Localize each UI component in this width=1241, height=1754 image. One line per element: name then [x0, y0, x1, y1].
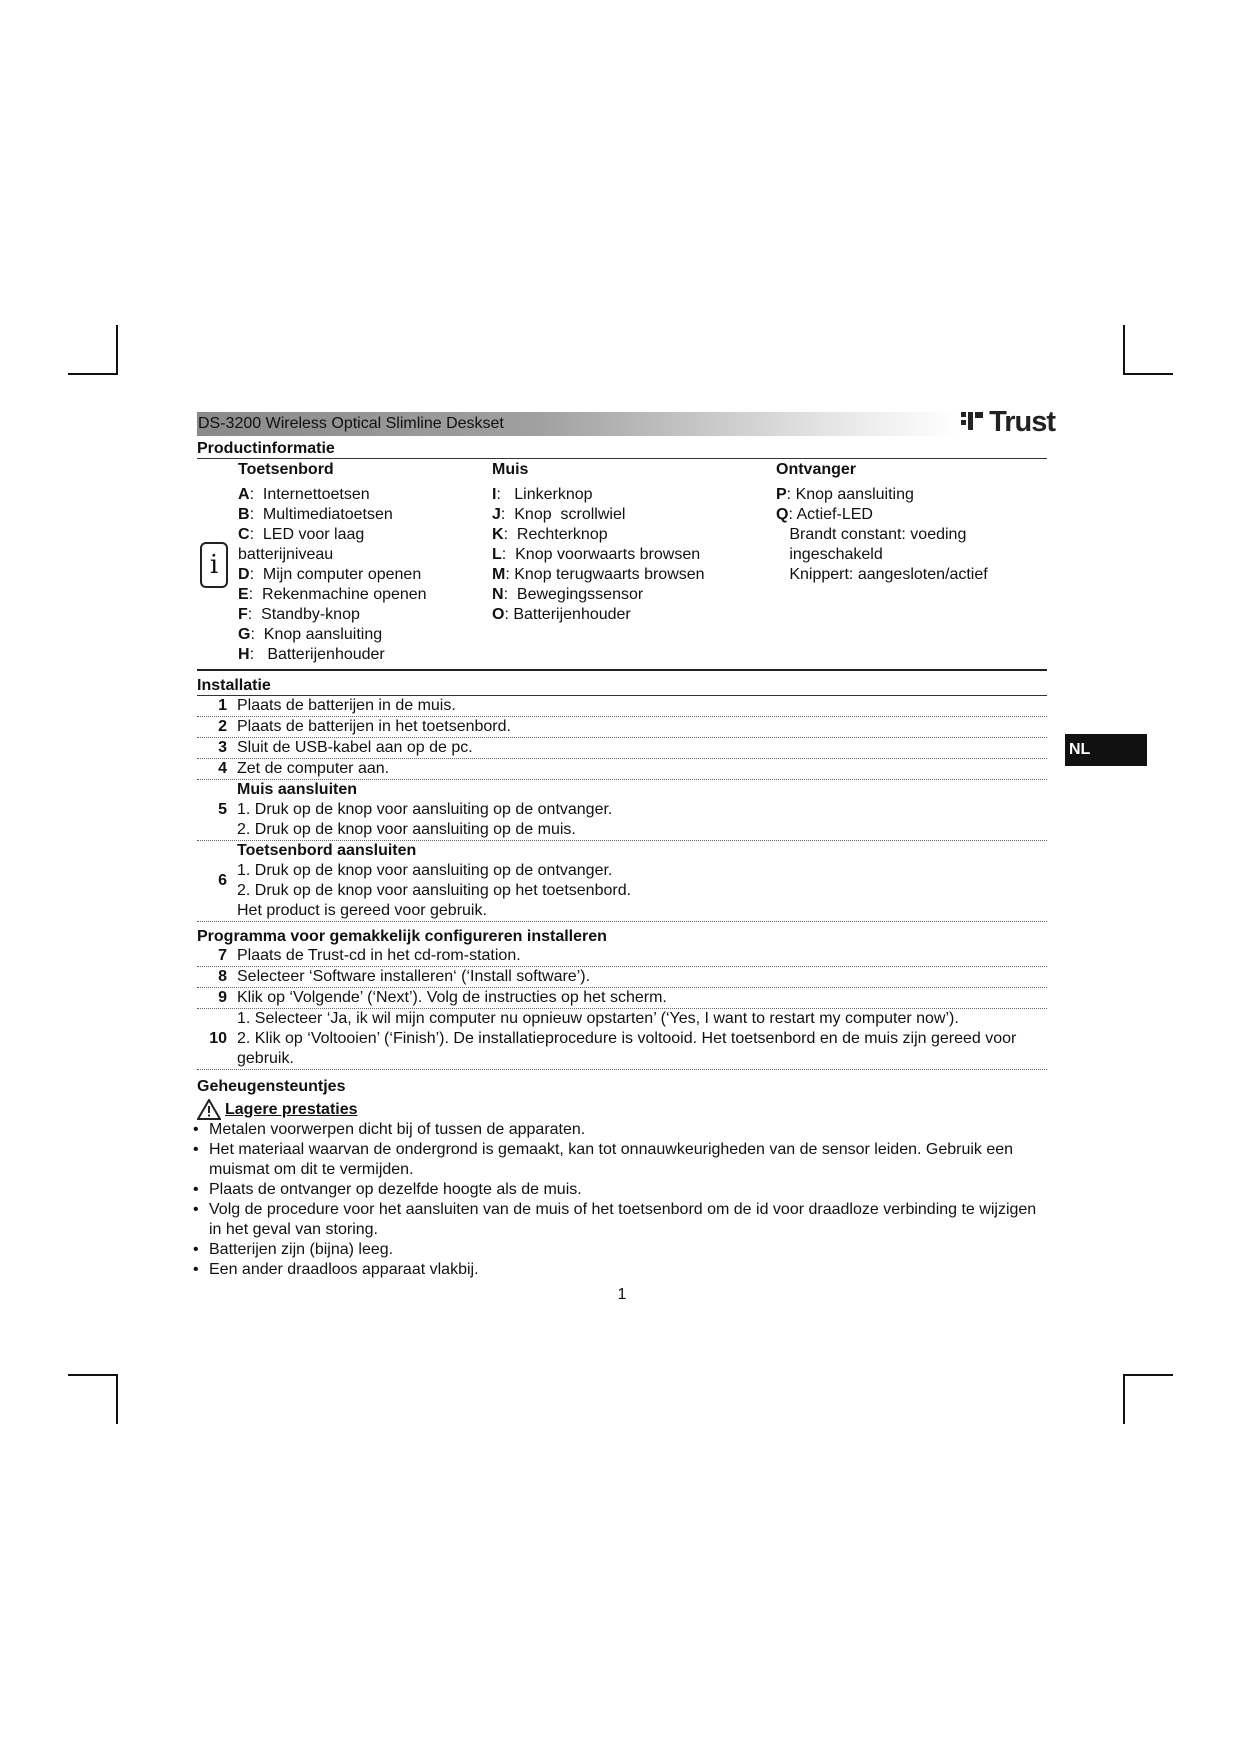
step-row: [197, 759, 1047, 780]
step-line: Sluit de USB-kabel aan op de pc.: [237, 739, 473, 756]
spec-separator: :: [504, 606, 514, 623]
step-row: [197, 696, 1047, 717]
step-text: [237, 759, 1047, 779]
step-line: Het product is gereed voor gebruik.: [237, 902, 487, 919]
spec-text: Bewegingssensor: [516, 586, 644, 603]
spec-text: Internettoetsen: [262, 486, 370, 503]
spec-item: [776, 505, 988, 525]
spec-key: M: [492, 566, 506, 583]
spec-text: LED voor laag: [262, 526, 365, 543]
step-line: 2. Klik op ‘Voltooien’ (‘Finish’). De installatieprocedure is voltooid. Het toetsenbord en de muis zijn gereed voor gebruik.: [237, 1030, 1017, 1067]
step-text: [237, 696, 1047, 716]
spec-key: L: [492, 546, 502, 563]
divider: [197, 669, 1047, 671]
step-line: 2. Druk op de knop voor aansluiting op het toetsenbord.: [237, 882, 632, 899]
easy-config-steps: [197, 946, 1047, 1070]
step-text: [237, 717, 1047, 737]
crop-mark: [68, 373, 118, 375]
installation-title: Installatie: [197, 677, 271, 694]
spec-key: A: [238, 486, 250, 503]
spec-item: [238, 505, 427, 525]
step-row: [197, 967, 1047, 988]
spec-key: F: [238, 606, 248, 623]
spec-separator: :: [505, 566, 515, 583]
tip-item: • Volg de procedure voor het aansluiten van de muis of het toetsenbord om de id voor draadloze verbinding te wijzigen in het geval van storing.: [193, 1200, 1047, 1240]
warning-title: Lagere prestaties: [225, 1100, 358, 1118]
step-line: Plaats de Trust-cd in het cd-rom-station.: [237, 947, 521, 964]
step-row: [197, 988, 1047, 1009]
language-tab: NL: [1065, 734, 1147, 766]
spec-key: I: [492, 486, 497, 503]
spec-key: N: [492, 586, 504, 603]
step-text: [237, 967, 1047, 987]
step-number: 3: [218, 739, 227, 756]
spec-separator: :: [500, 506, 515, 523]
step-row: [197, 841, 1047, 922]
crop-mark: [1123, 325, 1125, 375]
spec-item: [492, 485, 705, 505]
spec-key: G: [238, 626, 251, 643]
spec-text: Knop aansluiting: [263, 626, 383, 643]
step-text: [237, 988, 1047, 1008]
column-heading: Muis: [492, 461, 529, 478]
spec-separator: :: [501, 546, 516, 563]
spec-text: Linkerknop: [514, 486, 593, 503]
spec-item: [776, 545, 988, 565]
info-icon: i: [200, 542, 228, 588]
crop-mark: [116, 325, 118, 375]
trust-logo: [959, 406, 1055, 439]
spec-item: [492, 585, 705, 605]
warning-heading: [197, 1099, 1047, 1120]
spec-text: Batterijenhouder: [513, 606, 631, 623]
spec-text: Knop terugwaarts browsen: [514, 566, 705, 583]
step-number: 10: [209, 1030, 227, 1047]
spec-separator: :: [249, 486, 263, 503]
column-heading: Toetsenbord: [238, 461, 334, 478]
tip-item: • Batterijen zijn (bijna) leeg.: [193, 1240, 1047, 1260]
spec-separator: :: [503, 586, 517, 603]
spec-text: Knippert: aangesloten/actief: [776, 566, 988, 583]
step-text: [237, 738, 1047, 758]
product-info-columns: [197, 459, 1047, 669]
step-number: 7: [218, 947, 227, 964]
spec-item: [238, 645, 427, 665]
tips-section: [197, 1078, 1047, 1280]
spec-text: Multimediatoetsen: [262, 506, 393, 523]
tips-list: [197, 1120, 1047, 1280]
spec-text: Brandt constant: voeding: [776, 526, 967, 543]
spec-text: Batterijenhouder: [267, 646, 385, 663]
step-subtitle: Toetsenbord aansluiten: [237, 842, 417, 859]
spec-item: [238, 585, 427, 605]
spec-separator: :: [248, 586, 263, 603]
product-title: DS-3200 Wireless Optical Slimline Deskset: [198, 415, 504, 432]
logo-text: Trust: [989, 406, 1055, 438]
crop-mark: [68, 1374, 118, 1376]
step-line: Selecteer ‘Software installeren‘ (‘Install software’).: [237, 968, 591, 985]
step-text: [237, 780, 1047, 840]
step-number: 9: [218, 989, 227, 1006]
step-row: [197, 717, 1047, 738]
step-text: [237, 1009, 1047, 1069]
tip-item: • Het materiaal waarvan de ondergrond is gemaakt, kan tot onnauwkeurigheden van de sensor leiden. Gebruik een muismat om dit te vermijden.: [193, 1140, 1047, 1180]
spec-separator: :: [786, 486, 796, 503]
spec-key: E: [238, 586, 249, 603]
spec-text: Mijn computer openen: [262, 566, 422, 583]
spec-text: Rechterknop: [516, 526, 608, 543]
product-info-title: Productinformatie: [197, 440, 335, 457]
manual-page: [197, 406, 1055, 1304]
step-number: 4: [218, 760, 227, 777]
step-line: Plaats de batterijen in de muis.: [237, 697, 456, 714]
spec-separator: :: [249, 566, 263, 583]
column-heading: Ontvanger: [776, 461, 857, 478]
spec-item: [238, 545, 427, 565]
spec-key: H: [238, 646, 250, 663]
spec-separator: :: [788, 506, 797, 523]
step-line: 1. Selecteer ‘Ja, ik wil mijn computer nu opnieuw opstarten’ (‘Yes, I want to restart my computer now’).: [237, 1010, 959, 1027]
step-text: [237, 841, 1047, 921]
tips-title: Geheugensteuntjes: [197, 1078, 346, 1095]
page-number: 1: [617, 1286, 627, 1303]
spec-key: O: [492, 606, 505, 623]
spec-item: [776, 525, 988, 545]
spec-text: Knop scrollwiel: [514, 506, 626, 523]
tip-item: • Metalen voorwerpen dicht bij of tussen de apparaten.: [193, 1120, 1047, 1140]
step-number: 1: [218, 697, 227, 714]
trust-logo-icon: [959, 408, 989, 434]
spec-key: B: [238, 506, 250, 523]
spec-item: [238, 525, 427, 545]
spec-item: [492, 545, 705, 565]
spec-text: Actief-LED: [796, 506, 873, 523]
spec-item: [492, 505, 705, 525]
spec-item: [492, 565, 705, 585]
spec-key: J: [492, 506, 501, 523]
spec-text: Knop voorwaarts browsen: [515, 546, 701, 563]
step-line: 1. Druk op de knop voor aansluiting op de ontvanger.: [237, 862, 613, 879]
step-row: [197, 1009, 1047, 1070]
tip-item: • Plaats de ontvanger op dezelfde hoogte als de muis.: [193, 1180, 1047, 1200]
page-header: [197, 406, 1055, 438]
spec-key: P: [776, 486, 787, 503]
spec-item: [238, 625, 427, 645]
step-text: [237, 946, 1047, 966]
spec-separator: :: [249, 646, 268, 663]
spec-text: Rekenmachine openen: [262, 586, 427, 603]
step-row: [197, 780, 1047, 841]
step-number: 2: [218, 718, 227, 735]
spec-text: ingeschakeld: [776, 546, 883, 563]
warning-icon: [197, 1099, 221, 1120]
spec-separator: :: [503, 526, 517, 543]
spec-item: [776, 485, 988, 505]
spec-key: D: [238, 566, 250, 583]
step-number: 5: [218, 801, 227, 818]
step-line: 1. Druk op de knop voor aansluiting op de ontvanger.: [237, 801, 613, 818]
step-line: 2. Druk op de knop voor aansluiting op de muis.: [237, 821, 576, 838]
spec-item: [492, 525, 705, 545]
spec-separator: :: [250, 626, 264, 643]
column-keyboard: [238, 459, 427, 665]
easy-config-title: Programma voor gemakkelijk configureren installeren: [197, 928, 607, 945]
step-subtitle: Muis aansluiten: [237, 781, 358, 798]
spec-key: Q: [776, 506, 789, 523]
crop-mark: [1123, 373, 1173, 375]
step-row: [197, 946, 1047, 967]
spec-separator: :: [249, 526, 263, 543]
step-number: 8: [218, 968, 227, 985]
step-line: Plaats de batterijen in het toetsenbord.: [237, 718, 511, 735]
spec-separator: :: [249, 506, 263, 523]
crop-mark: [1123, 1374, 1173, 1376]
tip-item: • Een ander draadloos apparaat vlakbij.: [193, 1260, 1047, 1280]
step-line: Klik op ‘Volgende’ (‘Next’). Volg de instructies op het scherm.: [237, 989, 667, 1006]
spec-item: [238, 485, 427, 505]
spec-key: K: [492, 526, 504, 543]
spec-text: Standby-knop: [261, 606, 360, 623]
crop-mark: [1123, 1374, 1125, 1424]
column-receiver: [776, 459, 988, 585]
step-number: 6: [218, 872, 227, 889]
spec-text: Knop aansluiting: [795, 486, 914, 503]
step-line: Zet de computer aan.: [237, 760, 390, 777]
spec-key: C: [238, 526, 250, 543]
crop-mark: [116, 1374, 118, 1424]
spec-item: [776, 565, 988, 585]
spec-separator: :: [496, 486, 515, 503]
installation-steps: [197, 696, 1047, 922]
spec-separator: :: [247, 606, 262, 623]
spec-text: batterijniveau: [238, 546, 334, 563]
step-row: [197, 738, 1047, 759]
column-mouse: [492, 459, 705, 625]
spec-item: [492, 605, 705, 625]
spec-item: [238, 605, 427, 625]
spec-item: [238, 565, 427, 585]
